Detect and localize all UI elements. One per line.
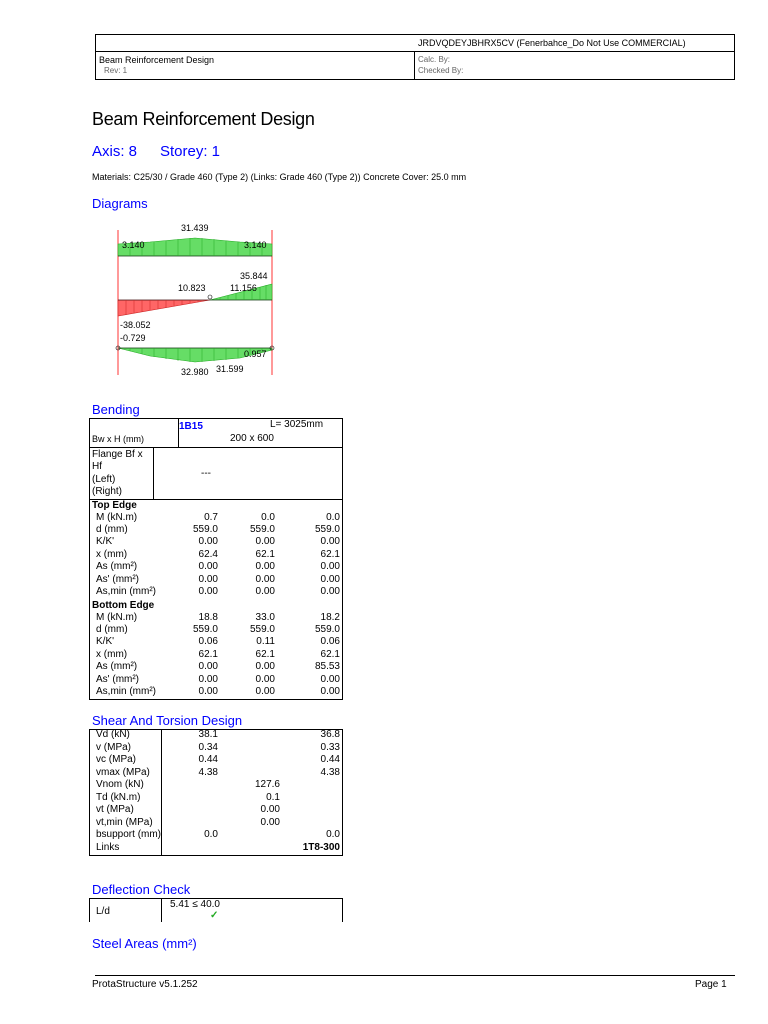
bottom-value: 559.0 [314, 623, 340, 635]
shear-row-label: vmax (MPa) [96, 766, 150, 778]
bottom-row-label: M (kN.m) [96, 611, 138, 623]
shear-row-label: vt,min (MPa) [96, 816, 153, 828]
shear-value-right: 1T8-300 [302, 841, 340, 853]
bottom-value: 0.11 [256, 636, 275, 648]
shear-value-left: 38.1 [198, 729, 218, 740]
bottom-value: 0.00 [198, 673, 218, 685]
shear-value-right: 0.44 [320, 754, 340, 765]
bottom-value: 18.8 [198, 611, 218, 623]
flange-label: (Left) [92, 474, 116, 485]
check-icon: ✓ [210, 910, 219, 921]
flange-value: --- [201, 468, 211, 479]
top-value: 0.0 [326, 511, 340, 523]
footer-page: Page 1 [695, 979, 727, 990]
beam-length: L= 3025mm [270, 419, 324, 430]
shear-row-label: v (MPa) [96, 741, 131, 753]
diagram-label: 11.156 [230, 283, 257, 293]
top-value: 0.00 [320, 536, 340, 548]
bottom-row-label: d (mm) [96, 623, 128, 635]
storey-label: Storey: 1 [160, 143, 221, 160]
bottom-row-label: As (mm²) [96, 661, 138, 673]
diagram-label: -38.052 [120, 320, 151, 330]
top-value: 62.1 [320, 548, 340, 560]
top-value: 0.0 [261, 511, 275, 523]
bottom-value: 0.06 [320, 636, 340, 648]
shear-value-left: 0.0 [204, 829, 218, 840]
diagram-label: 10.823 [178, 283, 206, 293]
steel-areas-heading: Steel Areas (mm²) [92, 936, 197, 951]
header-table [95, 34, 735, 80]
top-edge-label: Top Edge [92, 500, 137, 511]
top-value: 0.00 [320, 573, 340, 585]
top-row-label: As,min (mm²) [96, 585, 156, 597]
top-value: 0.00 [255, 585, 275, 597]
top-value: 0.00 [198, 561, 218, 573]
diagrams-heading: Diagrams [92, 196, 148, 211]
shear-value-mid: 0.00 [260, 816, 280, 828]
top-value: 0.00 [320, 585, 340, 597]
shear-value-right: 0.0 [326, 829, 340, 840]
shear-value-right: 0.33 [320, 741, 340, 753]
bottom-value: 0.00 [198, 685, 218, 697]
bottom-value: 0.00 [255, 685, 275, 697]
top-row-label: M (kN.m) [96, 511, 138, 523]
top-value: 559.0 [314, 523, 340, 535]
bottom-value: 62.1 [255, 648, 275, 660]
top-row-label: As (mm²) [96, 561, 138, 573]
bottom-value: 0.00 [320, 673, 340, 685]
footer-software: ProtaStructure v5.1.252 [92, 979, 198, 990]
bending-table [89, 418, 343, 700]
top-value: 0.7 [204, 511, 218, 523]
header-rev: Rev: 1 [104, 66, 128, 75]
deflection-label: L/d [96, 906, 110, 917]
top-value: 62.4 [198, 548, 218, 560]
diagram-label: 3.140 [244, 240, 267, 250]
diagram-label: 32.980 [181, 367, 209, 377]
deflection-heading: Deflection Check [92, 882, 191, 897]
top-value: 0.00 [320, 561, 340, 573]
top-row-label: As' (mm²) [96, 573, 140, 585]
shear-negative-area [118, 300, 210, 316]
shear-row-label: vc (MPa) [96, 754, 136, 765]
bending-heading: Bending [92, 402, 140, 417]
top-row-label: d (mm) [96, 523, 128, 535]
bottom-value: 0.00 [198, 661, 218, 673]
shear-value-right: 4.38 [320, 766, 340, 778]
shear-value-mid: 127.6 [254, 779, 280, 790]
bottom-value: 559.0 [249, 623, 275, 635]
top-row-label: x (mm) [96, 548, 128, 560]
bottom-value: 559.0 [192, 623, 218, 635]
top-value: 0.00 [255, 561, 275, 573]
bottom-row-label: As' (mm²) [96, 673, 140, 685]
bottom-value: 33.0 [255, 611, 275, 623]
bottom-value: 62.1 [198, 648, 218, 660]
shear-value-mid: 0.00 [260, 804, 280, 815]
materials-text: Materials: C25/30 / Grade 460 (Type 2) (Links: Grade 460 (Type 2)) Concrete Cover: 25.0 mm [92, 172, 467, 182]
bw-h-label: Bw x H (mm) [92, 434, 144, 444]
flange-label: Flange Bf x [92, 449, 143, 460]
beam-id: 1B15 [179, 421, 203, 432]
shear-value-left: 4.38 [198, 766, 218, 778]
top-value: 559.0 [192, 523, 218, 535]
top-value: 0.00 [255, 536, 275, 548]
diagram-label: 3.140 [122, 240, 145, 250]
bottom-row-label: As,min (mm²) [96, 685, 156, 697]
bottom-value: 0.00 [320, 685, 340, 697]
shear-value-mid: 0.1 [266, 791, 280, 803]
diagram-label: 31.439 [181, 223, 209, 233]
bottom-value: 0.00 [255, 673, 275, 685]
diagram-label: -0.729 [120, 333, 146, 343]
bw-h-value: 200 x 600 [230, 433, 274, 444]
top-value: 62.1 [255, 548, 275, 560]
axis-label: Axis: 8 [92, 143, 138, 160]
bottom-value: 0.06 [198, 636, 218, 648]
deflection-value: 5.41 ≤ 40.0 [170, 899, 220, 910]
top-row-label: K/K' [96, 536, 115, 548]
shear-value-left: 0.44 [198, 754, 218, 765]
deflection-table [89, 898, 343, 922]
shear-row-label: vt (MPa) [96, 804, 134, 815]
page-title: Beam Reinforcement Design [92, 109, 315, 129]
top-value: 0.00 [255, 573, 275, 585]
bottom-value: 62.1 [320, 648, 340, 660]
flange-label: Hf [92, 461, 102, 472]
bottom-row-label: K/K' [96, 636, 115, 648]
shear-row-label: Vd (kN) [96, 729, 130, 740]
top-value: 559.0 [249, 523, 275, 535]
top-value: 0.00 [198, 585, 218, 597]
shear-heading: Shear And Torsion Design [92, 713, 243, 728]
shear-row-label: Td (kN.m) [96, 791, 141, 803]
calc-by: Calc. By: [418, 55, 451, 64]
header-doc-title: Beam Reinforcement Design [99, 55, 215, 65]
bottom-edge-label: Bottom Edge [92, 600, 155, 611]
shear-row-label: bsupport (mm) [96, 829, 162, 840]
license-text: JRDVQDEYJBHRX5CV (Fenerbahce_Do Not Use COMMERCIAL) [418, 38, 686, 48]
shear-value-right: 36.8 [320, 729, 340, 740]
checked-by: Checked By: [418, 66, 464, 75]
shear-row-label: Vnom (kN) [96, 779, 144, 790]
top-value: 0.00 [198, 536, 218, 548]
shear-value-left: 0.34 [198, 741, 218, 753]
diagram-label: 0.957 [244, 349, 267, 359]
flange-label: (Right) [92, 486, 123, 497]
top-value: 0.00 [198, 573, 218, 585]
diagram-label: 35.844 [240, 271, 268, 281]
bottom-value: 85.53 [314, 661, 340, 673]
bottom-value: 18.2 [320, 611, 340, 623]
shear-table [89, 729, 343, 856]
diagram-label: 31.599 [216, 364, 244, 374]
bottom-value: 0.00 [255, 661, 275, 673]
shear-row-label: Links [96, 841, 120, 853]
bottom-row-label: x (mm) [96, 648, 128, 660]
